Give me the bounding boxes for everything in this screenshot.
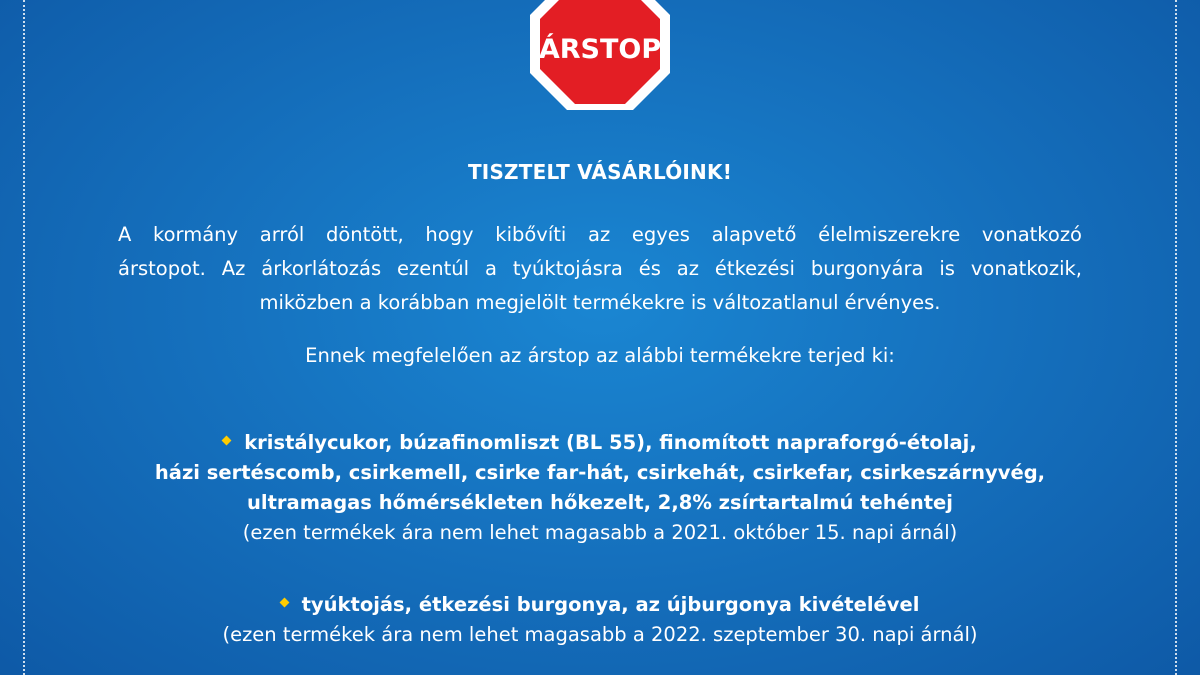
item-1-line-1 xyxy=(0,428,1200,458)
announcement-paragraph xyxy=(118,218,1082,320)
diamond-bullet-icon xyxy=(279,598,289,608)
diamond-bullet-icon xyxy=(222,436,232,446)
arstop-logo xyxy=(530,0,670,110)
paragraph-line-2: árstopot. Az árkorlátozás ezentúl a tyúktojásra és az étkezési burgonyára is vonatkozik, xyxy=(118,257,1082,280)
item-2-note: (ezen termékek ára nem lehet magasabb a 2022. szeptember 30. napi árnál) xyxy=(222,623,978,646)
item-1-products-a: kristálycukor, búzafinomliszt (BL 55), finomított napraforgó-étolaj, xyxy=(244,431,977,454)
logo-text: ÁRSTOP xyxy=(538,34,662,65)
item-1-products-c: ultramagas hőmérsékleten hőkezelt, 2,8% zsírtartalmú tehéntej xyxy=(247,491,953,514)
stop-sign-icon xyxy=(530,0,670,110)
paragraph-line-3: miközben a korábban megjelölt termékekre is változatlanul érvényes. xyxy=(259,291,941,314)
dotted-border-left xyxy=(23,0,25,675)
item-2-products: tyúktojás, étkezési burgonya, az újburgonya kivételével xyxy=(301,593,920,616)
item-1-products-b: házi sertéscomb, csirkemell, csirke far-hát, csirkehát, csirkefar, csirkeszárnyvég, xyxy=(154,461,1046,484)
dotted-border-right xyxy=(1175,0,1177,675)
item-1-note: (ezen termékek ára nem lehet magasabb a 2021. október 15. napi árnál) xyxy=(242,521,958,544)
greeting-heading: TISZTELT VÁSÁRLÓINK! xyxy=(467,160,733,184)
list-item xyxy=(0,428,1200,548)
intro-text: Ennek megfelelően az árstop az alábbi termékekre terjed ki: xyxy=(305,344,895,367)
item-2-line-1 xyxy=(0,590,1200,620)
paragraph-line-1: A kormány arról döntött, hogy kibővíti az egyes alapvető élelmiszerekre vonatkozó xyxy=(118,223,1082,246)
list-item xyxy=(0,590,1200,650)
